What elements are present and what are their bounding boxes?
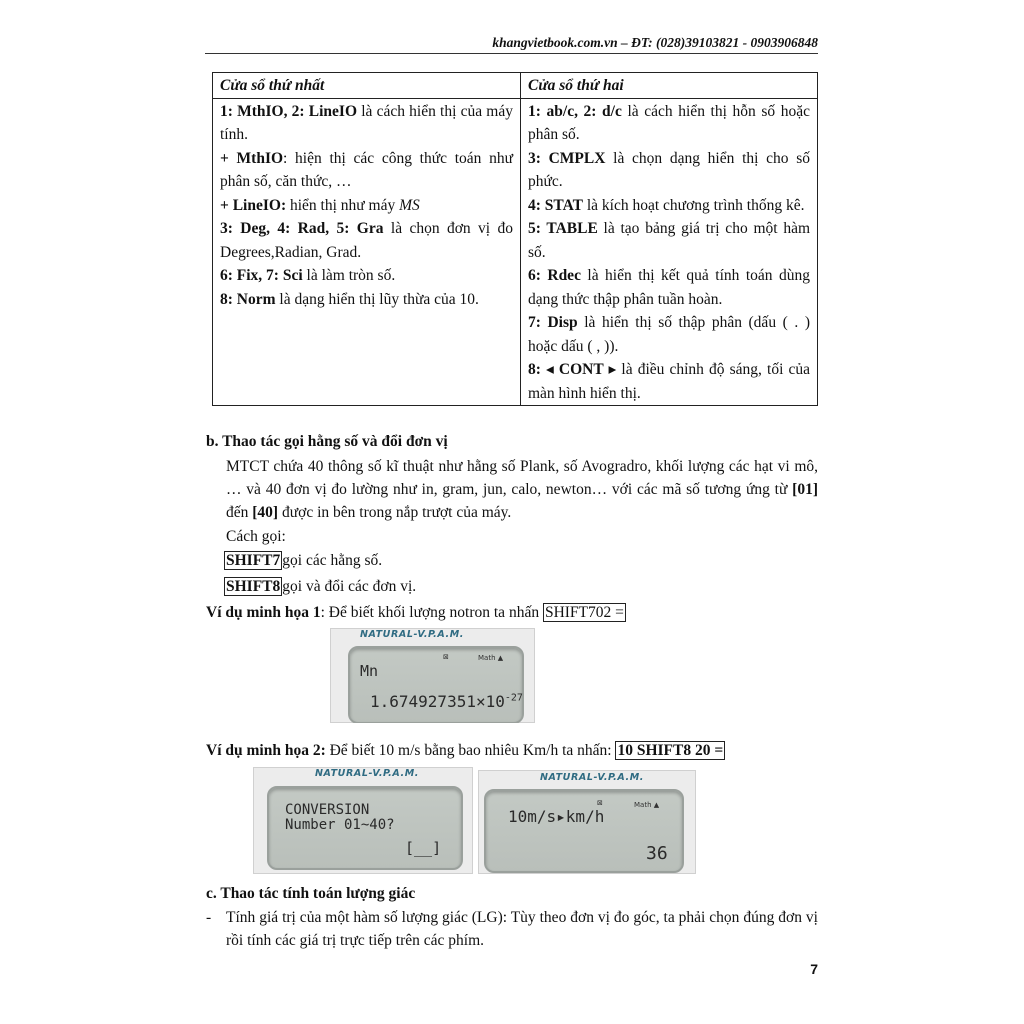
lcd-line-1: Mn — [360, 662, 379, 680]
col2-entry: 3: CMPLX là chọn dạng hiển thị cho số phức. — [528, 149, 810, 190]
lcd-line-2: 36 — [646, 843, 668, 864]
col2-title: Cửa sổ thứ hai — [521, 73, 818, 99]
col1-body — [213, 98, 521, 406]
math-indicator: Math ▲ — [478, 654, 504, 662]
header-rule — [205, 53, 818, 54]
calculator-display-2b — [478, 770, 696, 874]
col2-entry: 5: TABLE là tạo bảng giá trị cho một hàm số. — [528, 220, 811, 261]
section-b-paragraph: MTCT chứa 40 thông số kĩ thuật như hằng số Plank, số Avogradro, khối lượng các hạt vi mô, … và 40 đơn vị đo lường như in, gram, jun, calo, newton… với các mã số tương ứng từ [01] đến [40] được in bên trong nắp trượt của máy. — [226, 458, 818, 521]
display-icon: ⊠ — [597, 799, 603, 807]
col2-entry: 8: ◂ CONT ▸ là điều chỉnh độ sáng, tối của màn hình hiển thị. — [528, 361, 810, 402]
lcd-screen — [267, 786, 463, 870]
col1-entry: 3: Deg, 4: Rad, 5: Gra là chọn đơn vị đo Degrees,Radian, Grad. — [220, 220, 513, 261]
lcd-line-1: 10m/s▸km/h — [508, 807, 605, 826]
bullet-dash: - — [206, 909, 212, 926]
col1-entry: + MthIO: hiện thị các công thức toán như phân số, căn thức, … — [220, 149, 513, 190]
math-indicator: Math ▲ — [634, 801, 660, 809]
lcd-screen — [348, 646, 524, 723]
col1-entry: 8: Norm là dạng hiển thị lũy thừa của 10. — [220, 290, 479, 308]
col1-entry: 1: MthIO, 2: LineIO là cách hiển thị của máy tính. — [220, 102, 513, 143]
calculator-display-2a — [253, 767, 473, 874]
calculator-display-1 — [330, 628, 535, 723]
col2-entry: 6: Rdec là hiển thị kết quả tính toán dùng dạng thức thập phân tuần hoàn. — [528, 267, 810, 308]
section-b-heading: b. Thao tác gọi hằng số và đổi đơn vị — [206, 433, 448, 450]
col1-title: Cửa sổ thứ nhất — [213, 73, 521, 99]
brand-label: NATURAL-V.P.A.M. — [360, 629, 464, 640]
lcd-line-2: $1.674927351\times 10^{-27}$ — [370, 692, 523, 711]
brand-label: NATURAL-V.P.A.M. — [315, 768, 419, 779]
example-2-keys: 10 SHIFT8 20 = — [617, 742, 724, 759]
shift8-key: SHIFT8 — [226, 578, 281, 595]
col1-entry: 6: Fix, 7: Sci là làm tròn số. — [220, 267, 396, 284]
page-header: khangvietbook.com.vn – ĐT: (028)39103821 - 0903906848 — [492, 35, 818, 50]
call-constants: SHIFT7 gọi các hằng số. — [226, 552, 383, 569]
page-number: 7 — [810, 961, 818, 977]
col2-entry: 1: ab/c, 2: d/c là cách hiển thị hỗn số hoặc phân số. — [528, 102, 811, 143]
example-1-line: Ví dụ minh họa 1: Để biết khối lượng notron ta nhấn SHIFT702 = — [206, 604, 624, 621]
example-1-keys: SHIFT702 = — [544, 604, 624, 621]
display-icon: ⊠ — [443, 653, 449, 661]
window-table — [212, 72, 818, 406]
lcd-line-2: Number 01~40? — [285, 817, 395, 833]
col2-entry: 7: Disp là hiển thị số thập phân (dấu ( . ) hoặc dấu ( , )). — [528, 314, 810, 355]
example-2-line: Ví dụ minh họa 2: Để biết 10 m/s bằng bao nhiêu Km/h ta nhấn: 10 SHIFT8 20 = — [206, 742, 724, 759]
section-c-paragraph: Tính giá trị của một hàm số lượng giác (LG): Tùy theo đơn vị đo góc, ta phải chọn đúng đơn vị rồi tính các giá trị trực tiếp trên các phím. — [226, 909, 818, 949]
call-units: SHIFT8 gọi và đổi các đơn vị. — [226, 578, 417, 595]
call-label: Cách gọi: — [226, 528, 286, 545]
lcd-screen — [484, 789, 684, 873]
brand-label: NATURAL-V.P.A.M. — [540, 772, 644, 783]
lcd-line-1: CONVERSION — [285, 802, 370, 818]
section-c-heading: c. Thao tác tính toán lượng giác — [206, 885, 416, 902]
lcd-line-3: [__] — [405, 839, 442, 857]
col1-entry: + LineIO: hiển thị như máy MS — [220, 196, 420, 214]
col2-body — [521, 98, 818, 406]
col2-entry: 4: STAT là kích hoạt chương trình thống kê. — [528, 196, 805, 214]
shift7-key: SHIFT7 — [226, 552, 281, 569]
